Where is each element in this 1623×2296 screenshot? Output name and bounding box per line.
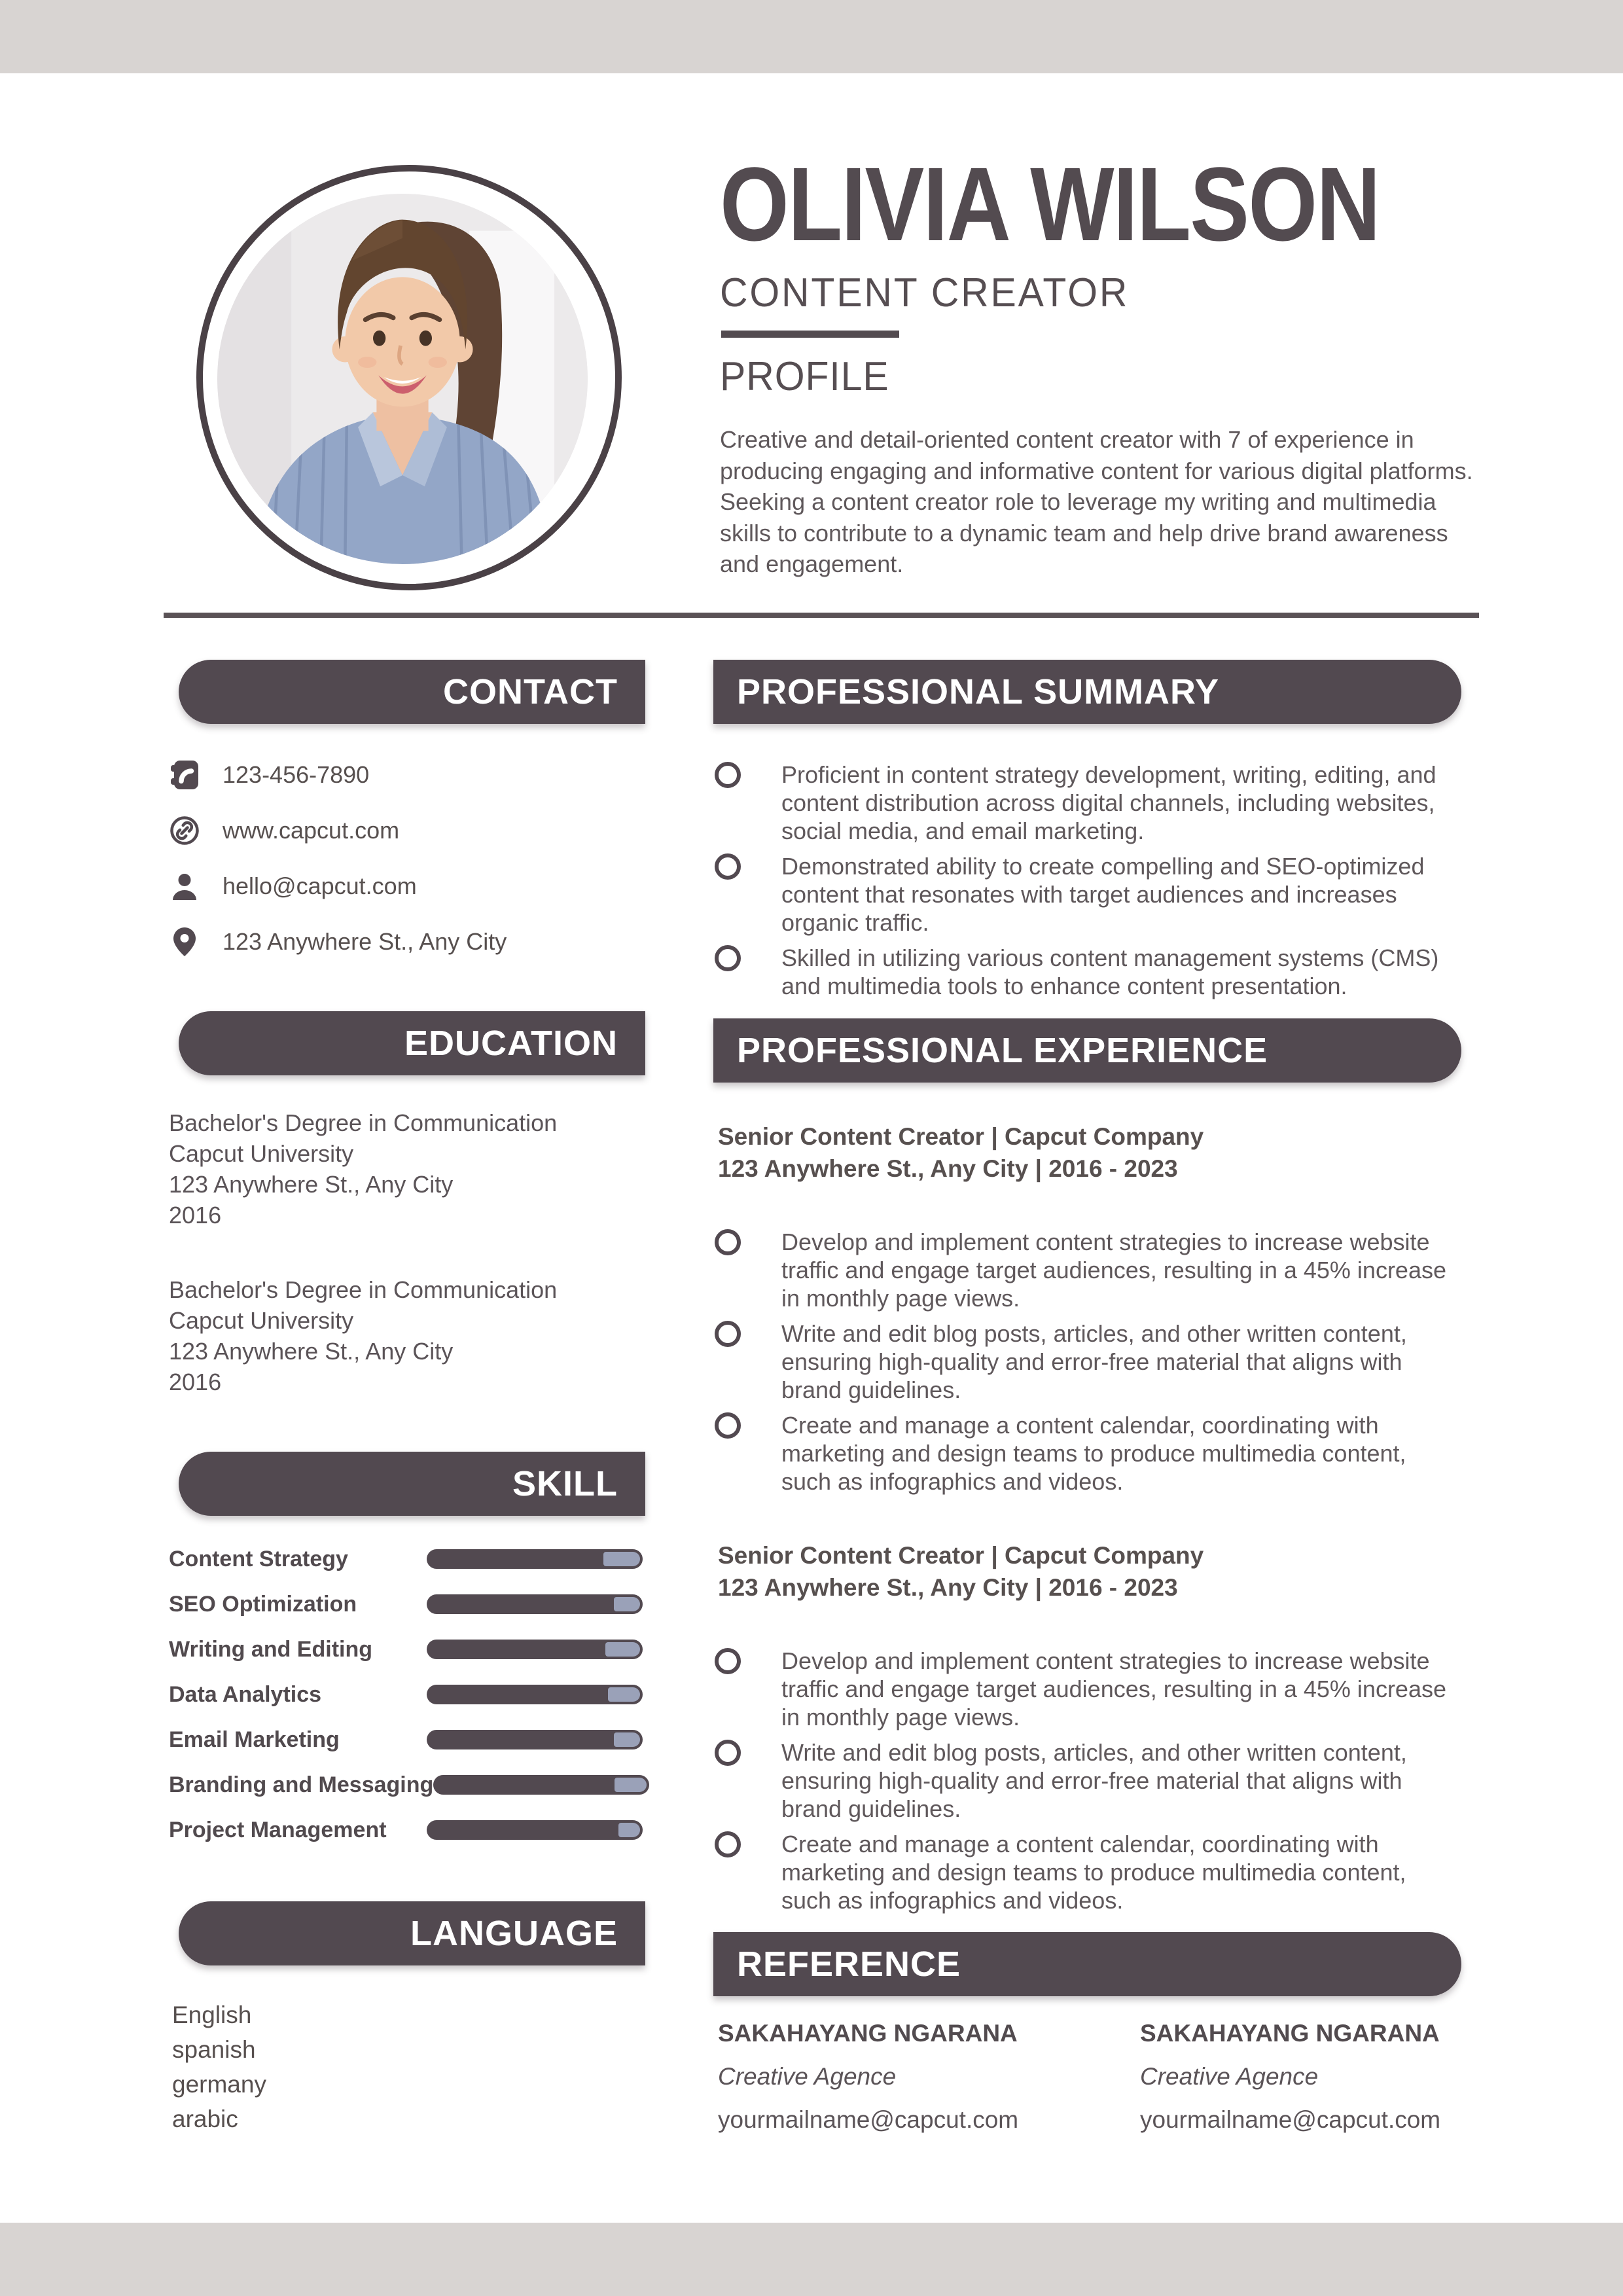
reference-email: yourmailname@capcut.com [718, 2106, 1019, 2133]
email-address: hello@capcut.com [223, 872, 417, 899]
bullet-circle-icon [715, 853, 741, 880]
profile-photo [217, 194, 588, 564]
education-address: 123 Anywhere St., Any City [169, 1338, 454, 1365]
portrait-illustration [217, 194, 588, 564]
skill-bar [427, 1820, 643, 1840]
location-icon [169, 926, 200, 958]
reference-entry [1140, 2020, 1546, 2134]
contact-list [169, 758, 645, 980]
education-school: Capcut University [169, 1140, 354, 1167]
education-year: 2016 [169, 1369, 222, 1395]
education-address: 123 Anywhere St., Any City [169, 1171, 454, 1198]
education-year: 2016 [169, 1202, 222, 1229]
job-bullet-list [713, 1228, 1461, 1503]
language-item: germany [172, 2071, 266, 2098]
summary-bullet: Proficient in content strategy development, writing, editing, and content distribution across digital channels, including websites, social media, and email marketing. [713, 761, 1461, 845]
link-icon [169, 815, 200, 846]
bullet-circle-icon [715, 1740, 741, 1766]
skill-row: SEO Optimization [169, 1591, 643, 1617]
reference-name: SAKAHAYANG NGARANA [1140, 2020, 1440, 2047]
skills-list [169, 1546, 643, 1862]
summary-section-header: PROFESSIONAL SUMMARY [713, 660, 1461, 724]
skill-bar [427, 1640, 643, 1659]
contact-row-phone [169, 758, 645, 792]
phone-number: 123-456-7890 [223, 761, 370, 788]
website-url: www.capcut.com [223, 817, 400, 844]
education-section-header: EDUCATION [179, 1011, 645, 1075]
contact-row-website [169, 814, 645, 848]
reference-company: Creative Agence [1140, 2063, 1319, 2090]
job-bullet: Develop and implement content strategies to increase website traffic and engage target audiences, resulting in a 45% increase in monthly page views. [713, 1228, 1461, 1312]
reference-entry [718, 2020, 1124, 2134]
bottom-band [0, 2223, 1623, 2296]
bullet-circle-icon [715, 762, 741, 788]
bullet-circle-icon [715, 1648, 741, 1674]
contact-row-address [169, 925, 645, 959]
reference-section-header: REFERENCE [713, 1932, 1461, 1996]
skill-row: Email Marketing [169, 1727, 643, 1753]
bullet-circle-icon [715, 1831, 741, 1857]
skill-section-header: SKILL [179, 1452, 645, 1516]
bullet-circle-icon [715, 945, 741, 971]
profile-rule [721, 331, 899, 338]
education-degree: Bachelor's Degree in Communication [169, 1276, 558, 1303]
experience-section-header: PROFESSIONAL EXPERIENCE [713, 1018, 1461, 1083]
education-school: Capcut University [169, 1307, 354, 1334]
education-entry [169, 1107, 647, 1230]
skill-bar [427, 1594, 643, 1614]
job-header [718, 1121, 1464, 1185]
phone-icon [169, 759, 200, 791]
person-name: OLIVIA WILSON [720, 145, 1380, 262]
job-meta: 123 Anywhere St., Any City | 2016 - 2023 [718, 1574, 1178, 1601]
contact-row-email [169, 869, 645, 903]
job-bullet-list [713, 1647, 1461, 1922]
job-header [718, 1539, 1464, 1604]
job-bullet: Write and edit blog posts, articles, and other written content, ensuring high-quality and error-free material that aligns with brand guidelines. [713, 1738, 1461, 1823]
skill-row: Writing and Editing [169, 1636, 643, 1662]
summary-bullet: Skilled in utilizing various content management systems (CMS) and multimedia tools to enhance content presentation. [713, 944, 1461, 1000]
job-bullet: Develop and implement content strategies to increase website traffic and engage target audiences, resulting in a 45% increase in monthly page views. [713, 1647, 1461, 1731]
education-degree: Bachelor's Degree in Communication [169, 1109, 558, 1136]
job-title: Senior Content Creator | Capcut Company [718, 1542, 1204, 1569]
skill-row: Data Analytics [169, 1681, 643, 1708]
reference-company: Creative Agence [718, 2063, 897, 2090]
bullet-circle-icon [715, 1321, 741, 1347]
job-bullet: Write and edit blog posts, articles, and other written content, ensuring high-quality and error-free material that aligns with brand guidelines. [713, 1319, 1461, 1404]
job-meta: 123 Anywhere St., Any City | 2016 - 2023 [718, 1155, 1178, 1182]
language-list [172, 1998, 266, 2136]
contact-section-header: CONTACT [179, 660, 645, 724]
profile-heading: PROFILE [720, 354, 889, 399]
skill-row: Project Management [169, 1817, 643, 1843]
skill-row: Content Strategy [169, 1546, 643, 1572]
education-entry [169, 1274, 647, 1397]
skill-bar [427, 1685, 643, 1704]
language-item: arabic [172, 2106, 238, 2132]
top-band [0, 0, 1623, 73]
summary-bullet-list [713, 761, 1461, 1007]
skill-row: Branding and Messaging [169, 1772, 643, 1798]
language-item: spanish [172, 2036, 256, 2063]
language-item: English [172, 2001, 252, 2028]
reference-email: yourmailname@capcut.com [1140, 2106, 1441, 2133]
skill-bar [427, 1549, 643, 1569]
profile-text: Creative and detail-oriented content creator with 7 of experience in producing engaging and informative content for various digital platforms. Seeking a content creator role to leverage my writing and multimedia skills to contribute to a dynamic team and help drive brand awareness and engagement. [720, 426, 1473, 577]
summary-bullet: Demonstrated ability to create compelling and SEO-optimized content that resonates with target audiences and increases organic traffic. [713, 852, 1461, 937]
reference-name: SAKAHAYANG NGARANA [718, 2020, 1018, 2047]
skill-bar [427, 1730, 643, 1749]
job-bullet: Create and manage a content calendar, coordinating with marketing and design teams to produce multimedia content, such as infographics and videos. [713, 1411, 1461, 1496]
job-title: Senior Content Creator | Capcut Company [718, 1123, 1204, 1150]
bullet-circle-icon [715, 1229, 741, 1255]
person-job-title: CONTENT CREATOR [720, 270, 1130, 315]
street-address: 123 Anywhere St., Any City [223, 928, 507, 955]
header-divider [164, 613, 1479, 618]
skill-bar [433, 1775, 649, 1795]
bullet-circle-icon [715, 1412, 741, 1439]
person-icon [169, 870, 200, 902]
language-section-header: LANGUAGE [179, 1901, 645, 1965]
job-bullet: Create and manage a content calendar, coordinating with marketing and design teams to produce multimedia content, such as infographics and videos. [713, 1830, 1461, 1914]
